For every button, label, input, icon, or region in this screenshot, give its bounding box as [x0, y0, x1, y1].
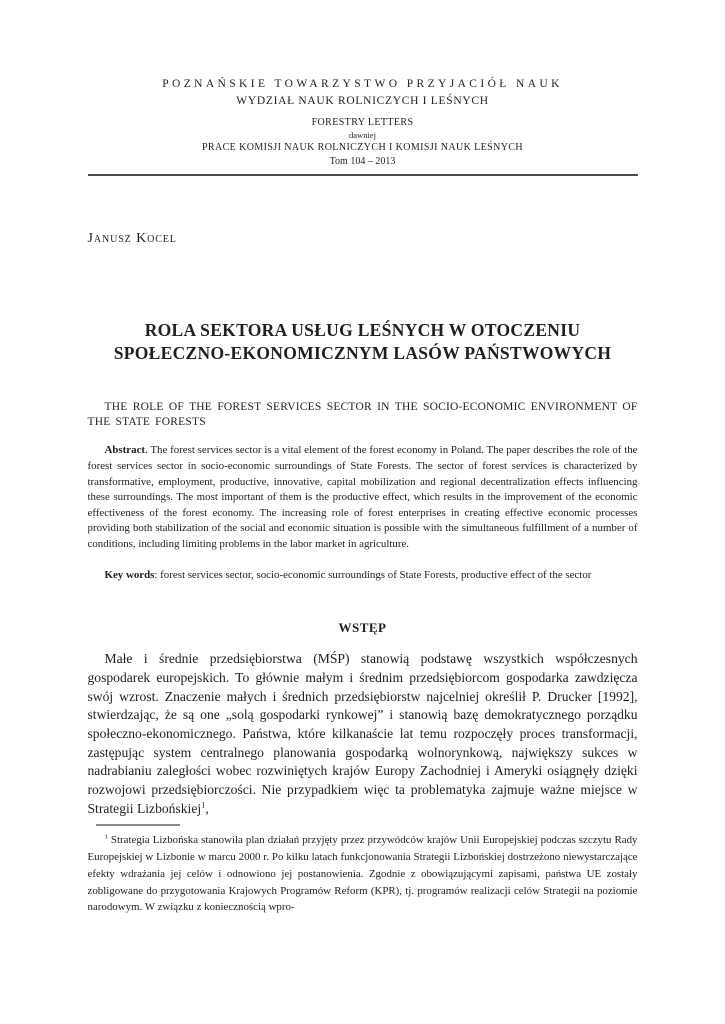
article-title — [88, 319, 638, 366]
keywords-label: Key words — [104, 568, 155, 581]
article-title-english: THE ROLE OF THE FOREST SERVICES SECTOR IN THE SOCIO-ECONOMIC ENVIRONMENT OF THE STATE FORESTS — [87, 400, 638, 428]
footnote-paragraph — [88, 832, 638, 916]
journal-name: FORESTRY LETTERS — [311, 117, 414, 128]
footnote-divider — [96, 824, 180, 826]
formerly-label: dawniej — [349, 130, 376, 140]
footnote-reference-marker: 1 — [201, 799, 206, 810]
volume-year: Tom 104 – 2013 — [329, 156, 396, 167]
former-journal-name: PRACE KOMISJI NAUK ROLNICZYCH I KOMISJI NAUK LEŚNYCH — [201, 142, 524, 153]
intro-text: Małe i średnie przedsiębiorstwa (MŚP) stanowią podstawę wszystkich współczesnych gospodarek europejskich. To głównie małym i średnim przedsiębiorcom gospodarka zawdzięcza swój wzrost. Znaczenie małych i średnich przedsiębiorstw najcelniej określił P. Drucker [1992], stwierdzając, że są one „solą gospodarki rynkowej” i stanowią bazę demokratycznego porządku społeczno-ekonomicznego. Państwa, które kilkanaście lat temu rozpoczęły proces transformacji, zastępując system centralnego planowania gospodarką wolnorynkową, największy sukces w nadrabianiu zaległości wobec rozwiniętych krajów Europy Zachodniej i Ameryki osiągnęły dzięki rozwojowi przedsiębiorczości. Nie przypadkiem więc ta problematyka zajmuje ważne miejsce w Strategii Lizbońskiej — [87, 651, 638, 816]
department-name: WYDZIAŁ NAUK ROLNICZYCH I LEŚNYCH — [236, 95, 489, 107]
footnote-text: Strategia Lizbońska stanowiła plan działań przyjęty przez przywódców krajów Unii Europejskiej podczas szczytu Rady Europejskiej w Lizbonie w marcu 2000 r. Po kilku latach funkcjonowania Strategii Lizbońskiej dostrzeżono niewystarczające efekty wdrażania jej celów i odnowiono jej postanowienia. Zgodnie z obowiązującymi zapisami, państwa UE zostały zobligowane do przygotowania Krajowych Programów Reform (KPR), tj. programów realizacji celów Strategii na poziomie narodowym. W związku z koniecznością wpro- — [87, 834, 638, 914]
intro-paragraph — [88, 650, 638, 818]
author-name: Janusz Kocel — [87, 231, 177, 246]
masthead-divider — [88, 174, 638, 176]
journal-masthead — [88, 78, 638, 176]
intro-text-after-marker: , — [205, 800, 209, 816]
keywords-paragraph — [88, 568, 638, 584]
article-title-line-1: ROLA SEKTORA USŁUG LEŚNYCH W OTOCZENIU — [144, 320, 581, 340]
abstract-text: . The forest services sector is a vital element of the forest economy in Poland. The paper describes the role of the forest services sector in socio-economic surroundings of State Forests. The sector of forest services is characterized by transformative, employment, productive, innovative, capital mobilization and regional decentralization effects influencing these surroundings. The most important of them is the productive effect, which results in the improvement of the economic effectiveness of the forest economy. The increasing role of forest enterprises in creating effective economic processes providing both stabilization of the social and economic situation is possible with the simultaneous fulfillment of a number of conditions, including limiting problems in the labor market in agriculture. — [87, 444, 638, 550]
abstract-paragraph — [88, 443, 638, 552]
section-heading-wstep: WSTĘP — [338, 620, 387, 636]
society-name: POZNAŃSKIE TOWARZYSTWO PRZYJACIÓŁ NAUK — [162, 78, 563, 90]
footnote-marker: 1 — [104, 833, 108, 841]
abstract-label: Abstract — [104, 444, 146, 457]
keywords-text: : forest services sector, socio-economic surroundings of State Forests, productive effect of the sector — [154, 568, 592, 581]
page-content — [88, 78, 638, 916]
article-title-line-2: SPOŁECZNO-EKONOMICZNYM LASÓW PAŃSTWOWYCH — [113, 343, 612, 364]
